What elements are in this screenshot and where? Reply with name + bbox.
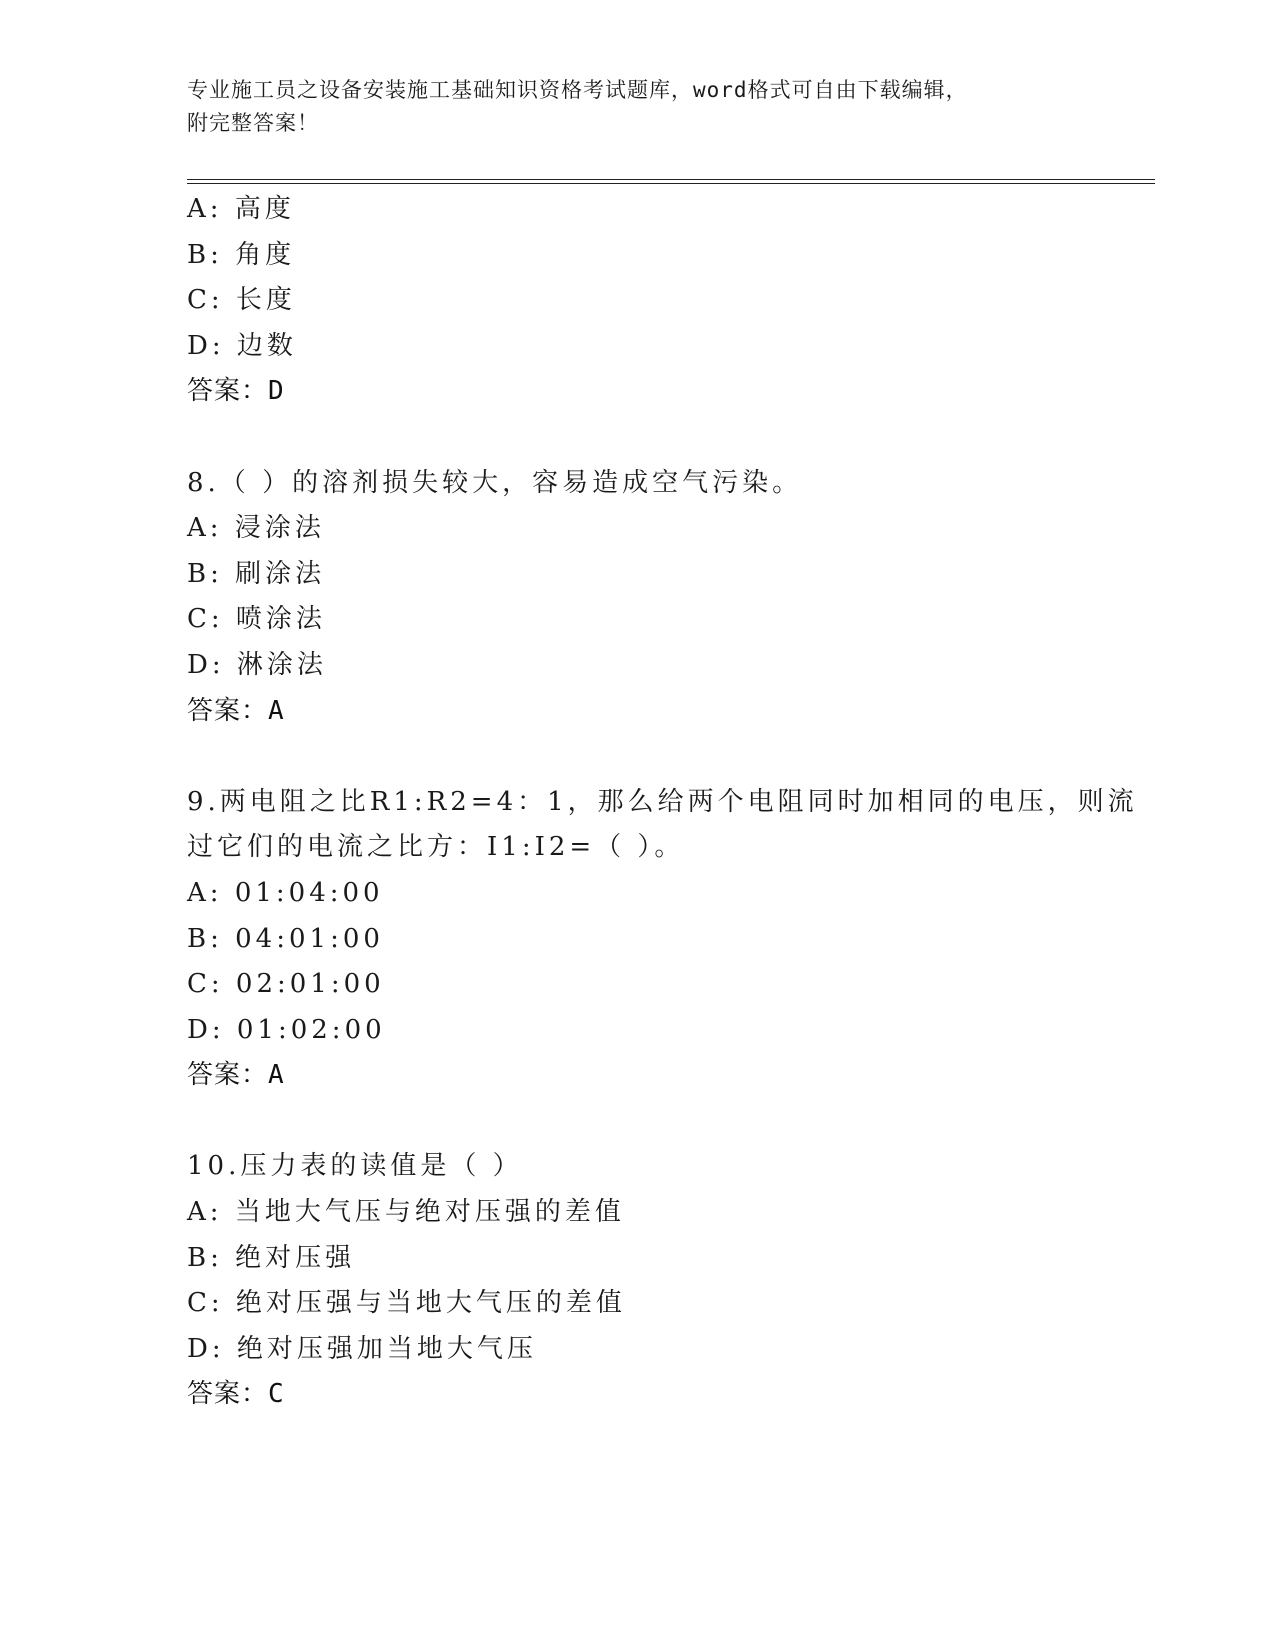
answer-value: A [268, 1060, 285, 1091]
answer-value: C [268, 1379, 285, 1410]
option-label: A: [187, 513, 223, 544]
option-label: C: [187, 285, 224, 316]
option-label: B: [187, 558, 223, 589]
question-block-10 [187, 1144, 1147, 1418]
option-c [187, 278, 1147, 324]
question-spacer [187, 415, 1147, 461]
option-label: A: [187, 1197, 223, 1228]
option-text: 绝对压强加当地大气压 [236, 1333, 537, 1364]
option-text: 绝对压强与当地大气压的差值 [235, 1288, 626, 1319]
option-label: B: [187, 1242, 223, 1273]
option-a [187, 1190, 1147, 1236]
option-label: C: [187, 604, 224, 635]
option-text: 角度 [235, 239, 296, 270]
option-d [187, 324, 1147, 370]
option-label: A: [187, 877, 223, 908]
answer-value: A [268, 695, 285, 726]
header-title-line-1: 专业施工员之设备安装施工基础知识资格考试题库，word格式可自由下载编辑， [187, 78, 968, 102]
answer-label: 答案： [187, 695, 269, 726]
header-title-line-2: 附完整答案！ [187, 111, 319, 135]
option-label: C: [187, 969, 224, 1000]
answer-label: 答案： [187, 1379, 269, 1410]
option-label: D: [187, 1333, 225, 1364]
option-c [187, 1281, 1147, 1327]
option-text: 高度 [234, 194, 295, 224]
option-d [187, 643, 1147, 689]
option-b [187, 233, 1147, 279]
option-label: B: [187, 923, 223, 954]
option-a [187, 506, 1147, 552]
option-c [187, 597, 1147, 643]
question-block-continued [187, 187, 1147, 415]
question-spacer [187, 1099, 1147, 1145]
option-text: 边数 [236, 330, 297, 361]
answer-value: D [268, 376, 285, 407]
option-text: 01:04:00 [234, 877, 384, 908]
option-label: D: [187, 649, 225, 680]
question-text-continued: 过它们的电流之比方：I1:I2=（ ）。 [187, 832, 685, 863]
option-text: 长度 [235, 285, 296, 316]
option-text: 04:01:00 [235, 923, 384, 954]
option-b [187, 552, 1147, 598]
option-text: 淋涂法 [236, 649, 327, 680]
option-a [187, 871, 1147, 917]
question-block-9 [187, 780, 1147, 1099]
answer-line [187, 369, 1147, 415]
question-text: 9.两电阻之比R1:R2=4：1，那么给两个电阻同时加相同的电压，则流 [187, 786, 1138, 817]
question-text: 10.压力表的读值是（ ） [187, 1151, 523, 1182]
option-b [187, 1236, 1147, 1282]
question-list [187, 187, 1147, 1418]
option-text: 喷涂法 [235, 604, 326, 635]
answer-label: 答案： [187, 1060, 269, 1091]
option-text: 02:01:00 [235, 969, 385, 1000]
option-a [187, 187, 1147, 233]
question-block-8 [187, 461, 1147, 735]
option-label: C: [187, 1288, 224, 1319]
option-text: 01:02:00 [236, 1014, 386, 1045]
header-divider-top [187, 179, 1155, 180]
option-label: A: [187, 194, 223, 224]
option-b [187, 917, 1147, 963]
question-text: 8.（ ）的溶剂损失较大，容易造成空气污染。 [187, 467, 803, 498]
answer-line [187, 1053, 1147, 1099]
option-c [187, 962, 1147, 1008]
option-label: D: [187, 1014, 225, 1045]
answer-line [187, 689, 1147, 735]
answer-line [187, 1372, 1147, 1418]
option-text: 当地大气压与绝对压强的差值 [234, 1197, 625, 1228]
document-header [187, 74, 1087, 140]
option-text: 绝对压强 [235, 1242, 356, 1273]
answer-label: 答案： [187, 376, 269, 407]
question-spacer [187, 734, 1147, 780]
header-divider-bottom [187, 183, 1155, 184]
option-text: 刷涂法 [235, 558, 326, 589]
option-text: 浸涂法 [234, 513, 325, 544]
option-label: B: [187, 239, 223, 270]
option-label: D: [187, 330, 225, 361]
option-d [187, 1327, 1147, 1373]
option-d [187, 1008, 1147, 1054]
